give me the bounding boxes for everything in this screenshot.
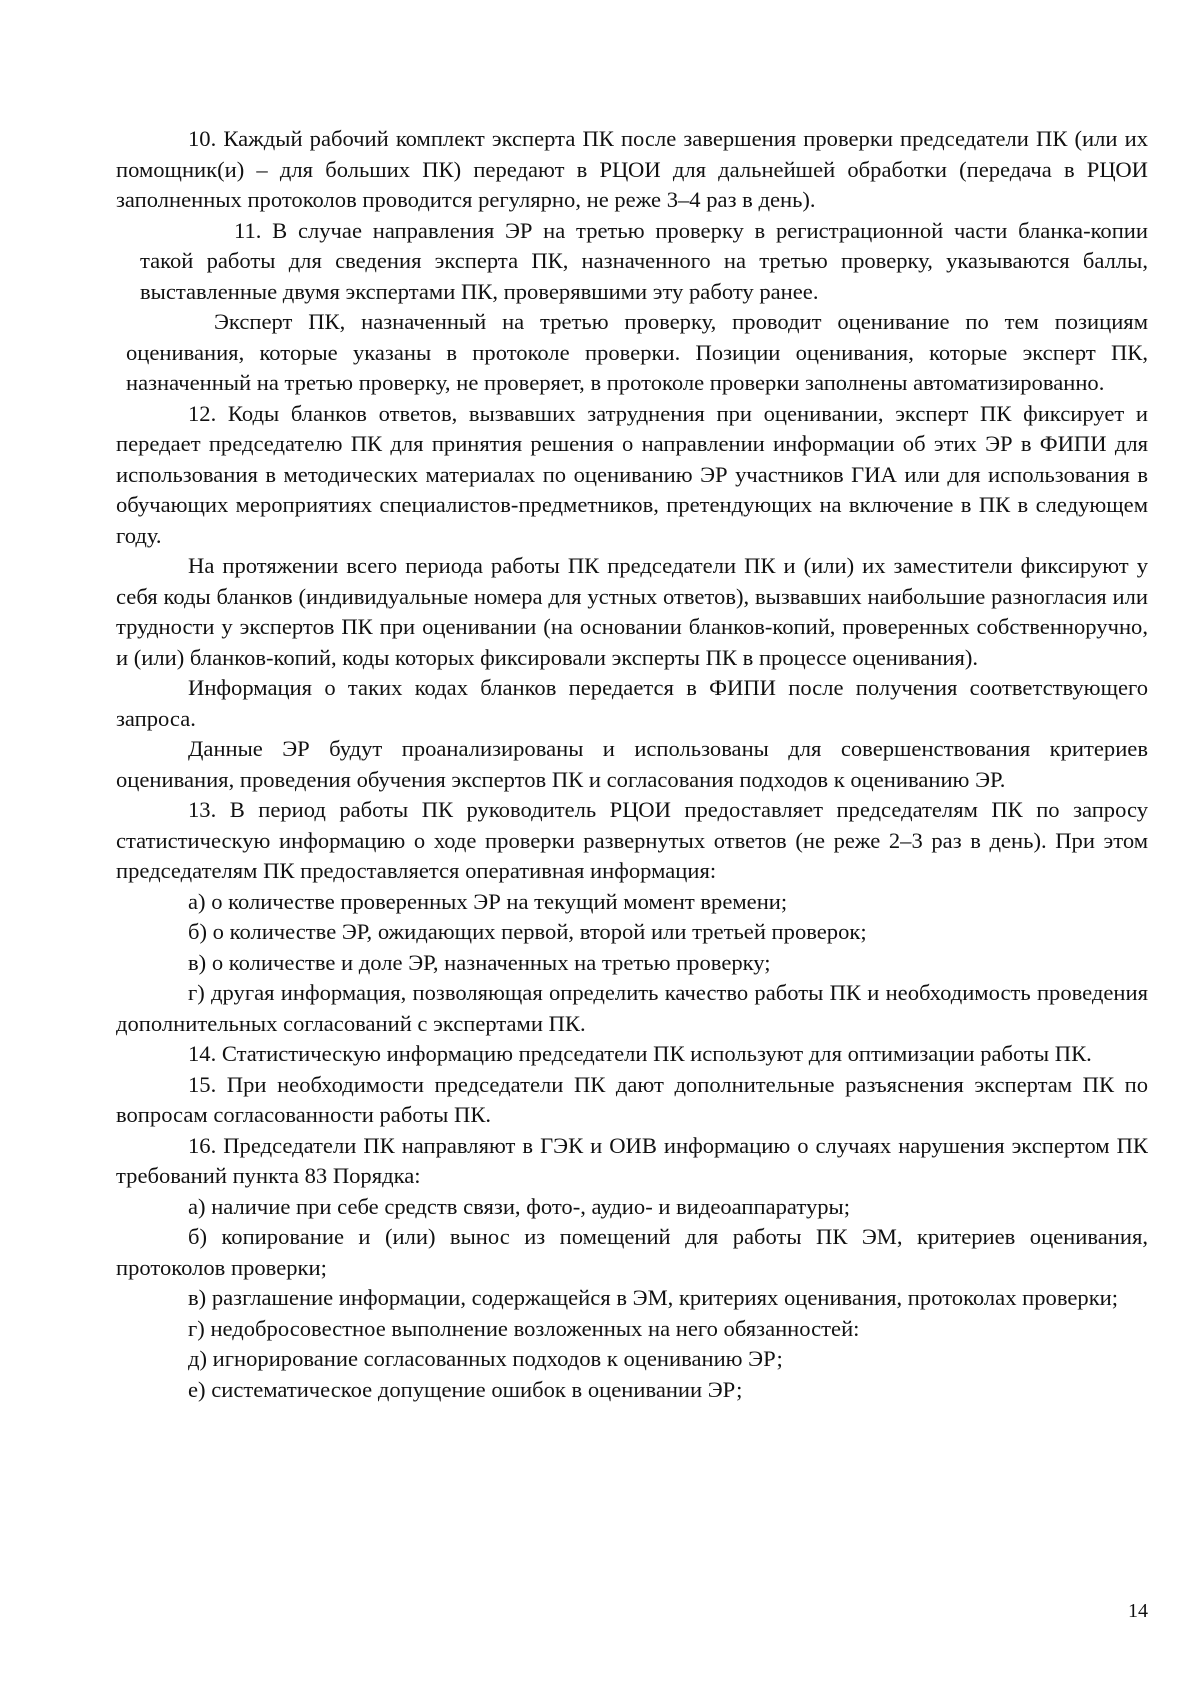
list-item-16g: г) недобросовестное выполнение возложенных на него обязанностей: — [188, 1315, 860, 1341]
list-item-16a: а) наличие при себе средств связи, фото-, аудио- и видеоаппаратуры; — [188, 1193, 850, 1219]
document-body — [116, 124, 1148, 1405]
list-item-13b: б) о количестве ЭР, ожидающих первой, второй или третьей проверок; — [188, 919, 867, 944]
paragraph-14: 14. Статистическую информацию председатели ПК используют для оптимизации работы ПК. — [188, 1041, 1092, 1066]
list-item-13a: а) о количестве проверенных ЭР на текущий момент времени; — [188, 888, 788, 914]
list-item-13v: в) о количестве и доле ЭР, назначенных на третью проверку; — [188, 949, 771, 975]
paragraph-16: 16. Председатели ПК направляют в ГЭК и ОИВ информацию о случаях нарушения экспертом ПК требований пункта 83 Порядка: — [116, 1132, 1148, 1188]
paragraph-11: 11. В случае направления ЭР на третью проверку в регистрационной части бланка-копии такой работы для сведения эксперта ПК, назначенного на третью проверку, указываются баллы, выставленные двумя экспертами ПК, проверявшими эту работу ранее. — [140, 217, 1148, 304]
list-item-16e: е) систематическое допущение ошибок в оценивании ЭР; — [188, 1376, 743, 1402]
paragraph-10: 10. Каждый рабочий комплект эксперта ПК после завершения проверки председатели ПК (или их помощник(и) – для больших ПК) передают в РЦОИ для дальнейшей обработки (передача в РЦОИ заполненных протоколов проводится регулярно, не реже 3–4 раз в день). — [116, 126, 1148, 212]
paragraph-13: 13. В период работы ПК руководитель РЦОИ предоставляет председателям ПК по запросу статистическую информацию о ходе проверки развернутых ответов (не реже 2–3 раз в день). При этом председателям ПК предоставляется оперативная информация: — [116, 797, 1148, 883]
paragraph-chairs-record: На протяжении всего периода работы ПК председатели ПК и (или) их заместители фиксируют у себя коды бланков (индивидуальные номера для устных ответов), вызвавших наибольшие разногласия или трудности у экспертов ПК при оценивании (на основании бланков-копий, проверенных собственноручно, и (или) бланков-копий, коды которых фиксировали эксперты ПК в процессе оценивания). — [116, 553, 1148, 670]
paragraph-er-data: Данные ЭР будут проанализированы и использованы для совершенствования критериев оценивания, проведения обучения экспертов ПК и согласования подходов к оцениванию ЭР. — [116, 736, 1148, 792]
paragraph-15: 15. При необходимости председатели ПК дают дополнительные разъяснения экспертам ПК по вопросам согласованности работы ПК. — [116, 1071, 1148, 1127]
list-item-13g: г) другая информация, позволяющая определить качество работы ПК и необходимость проведения дополнительных согласований с экспертами ПК. — [116, 980, 1148, 1036]
paragraph-third-check: Эксперт ПК, назначенный на третью проверку, проводит оценивание по тем позициям оценивания, которые указаны в протоколе проверки. Позиции оценивания, которые эксперт ПК, назначенный на третью проверку, не проверяет, в протоколе проверки заполнены автоматизированно. — [126, 309, 1148, 395]
page-number: 14 — [1128, 1600, 1148, 1622]
paragraph-codes-info: Информация о таких кодах бланков передается в ФИПИ после получения соответствующего запроса. — [116, 675, 1148, 731]
list-item-16d: д) игнорирование согласованных подходов к оцениванию ЭР; — [188, 1346, 783, 1371]
list-item-16b: б) копирование и (или) вынос из помещений для работы ПК ЭМ, критериев оценивания, протоколов проверки; — [116, 1224, 1148, 1280]
list-item-16v: в) разглашение информации, содержащейся в ЭМ, критериях оценивания, протоколах проверки; — [188, 1285, 1119, 1310]
paragraph-12: 12. Коды бланков ответов, вызвавших затруднения при оценивании, эксперт ПК фиксирует и передает председателю ПК для принятия решения о направлении информации об этих ЭР в ФИПИ для использования в методических материалах по оцениванию ЭР участников ГИА или для использования в обучающих мероприятиях специалистов-предметников, претендующих на включение в ПК в следующем году. — [116, 400, 1148, 548]
